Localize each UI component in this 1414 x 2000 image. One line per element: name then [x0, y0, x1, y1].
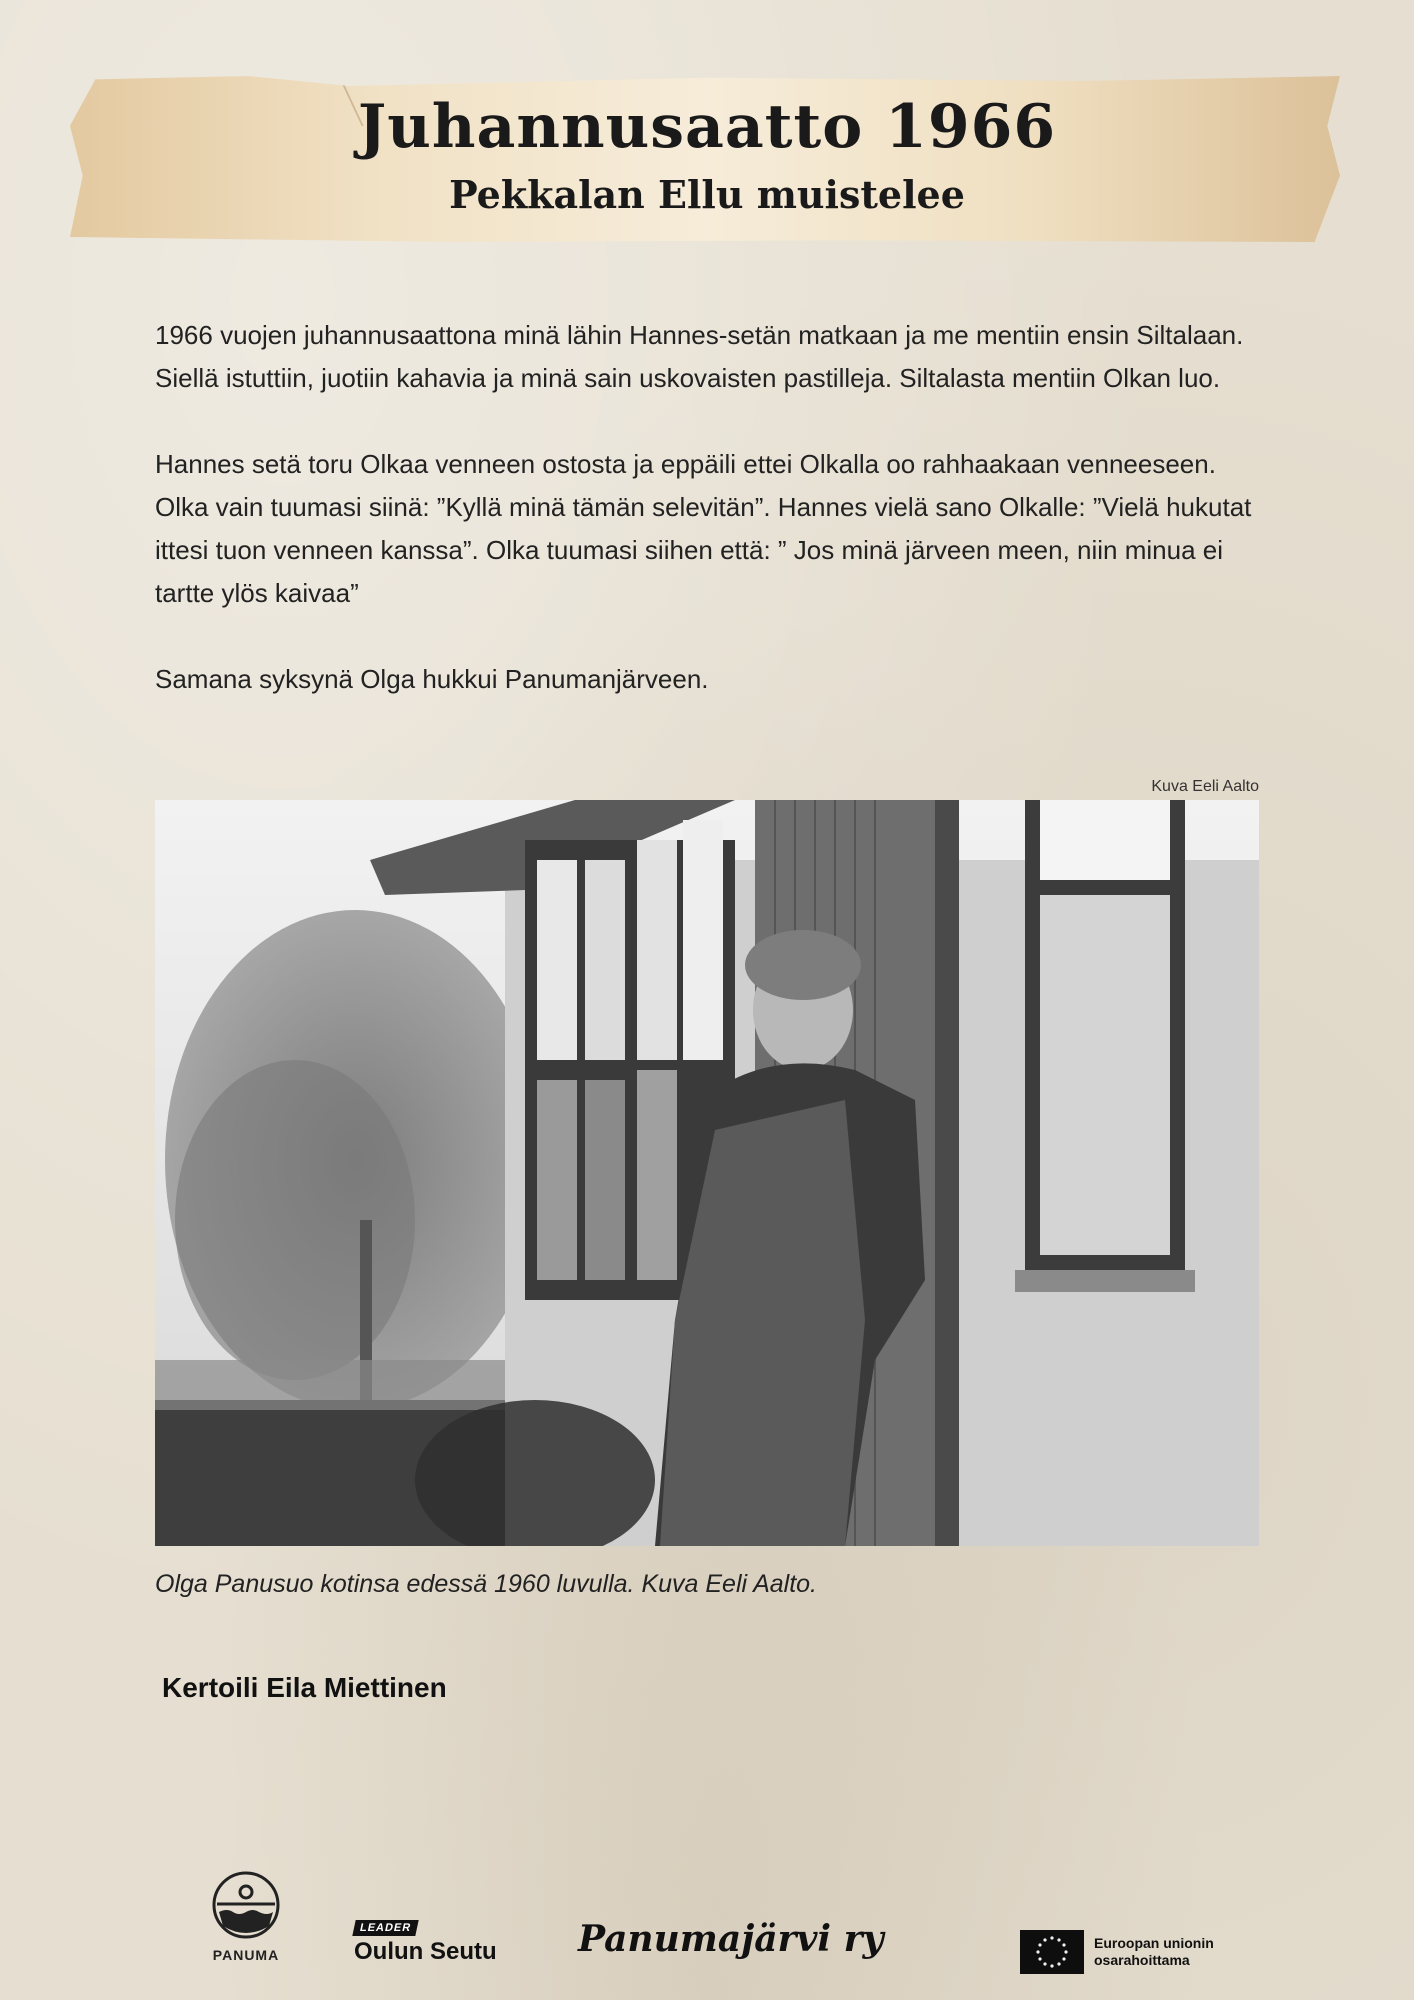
- eu-line-1: Euroopan unionin: [1094, 1935, 1214, 1951]
- leader-name: Oulun Seutu: [354, 1938, 497, 1965]
- panuma-logo: [206, 1870, 286, 1963]
- photo-illustration: [155, 800, 1259, 1546]
- narrator-credit: Kertoili Eila Miettinen: [162, 1672, 447, 1703]
- leader-tag: LEADER: [352, 1920, 419, 1936]
- panuma-emblem-icon: [211, 1870, 281, 1940]
- eu-logo: [1020, 1930, 1214, 1974]
- leader-logo: [354, 1918, 497, 1966]
- story-paragraph: Samana syksynä Olga hukkui Panumanjärveen.: [155, 664, 709, 694]
- footer-logos: [0, 1860, 1414, 1980]
- story-paragraph: Hannes setä toru Olkaa venneen ostosta ja eppäili ettei Olkalla oo rahhaakaan venneeseen. Olka vain tuumasi siinä: ”Kyllä minä tämän selevitän”. Hannes vielä sano Olkalle: ”Vielä hukutat ittesi tuon venneen kanssa”. Olka tuumasi siihen että: ” Jos minä järveen meen, niin minua ei tartte ylös kaivaa”: [155, 449, 1252, 608]
- page-subtitle: Pekkalan Ellu muistelee: [449, 172, 965, 217]
- eu-text: [1094, 1935, 1214, 1969]
- page-title: Juhannusaatto 1966: [357, 92, 1057, 162]
- panuma-label: PANUMA: [212, 1947, 280, 1963]
- historical-photo: [155, 800, 1259, 1546]
- eu-flag-icon: [1020, 1930, 1084, 1974]
- eu-line-2: osarahoittama: [1094, 1952, 1190, 1968]
- photo-credit: Kuva Eeli Aalto: [1151, 778, 1259, 795]
- photo-caption: Olga Panusuo kotinsa edessä 1960 luvulla. Kuva Eeli Aalto.: [155, 1570, 817, 1598]
- story-paragraph: 1966 vuojen juhannusaattona minä lähin Hannes-setän matkaan ja me mentiin ensin Siltalaan. Siellä istuttiin, juotiin kahavia ja minä sain uskovaisten pastilleja. Siltalasta mentiin Olkan luo.: [155, 320, 1244, 393]
- story-text: [155, 314, 1270, 744]
- association-name: Panumajärvi ry: [578, 1918, 884, 1960]
